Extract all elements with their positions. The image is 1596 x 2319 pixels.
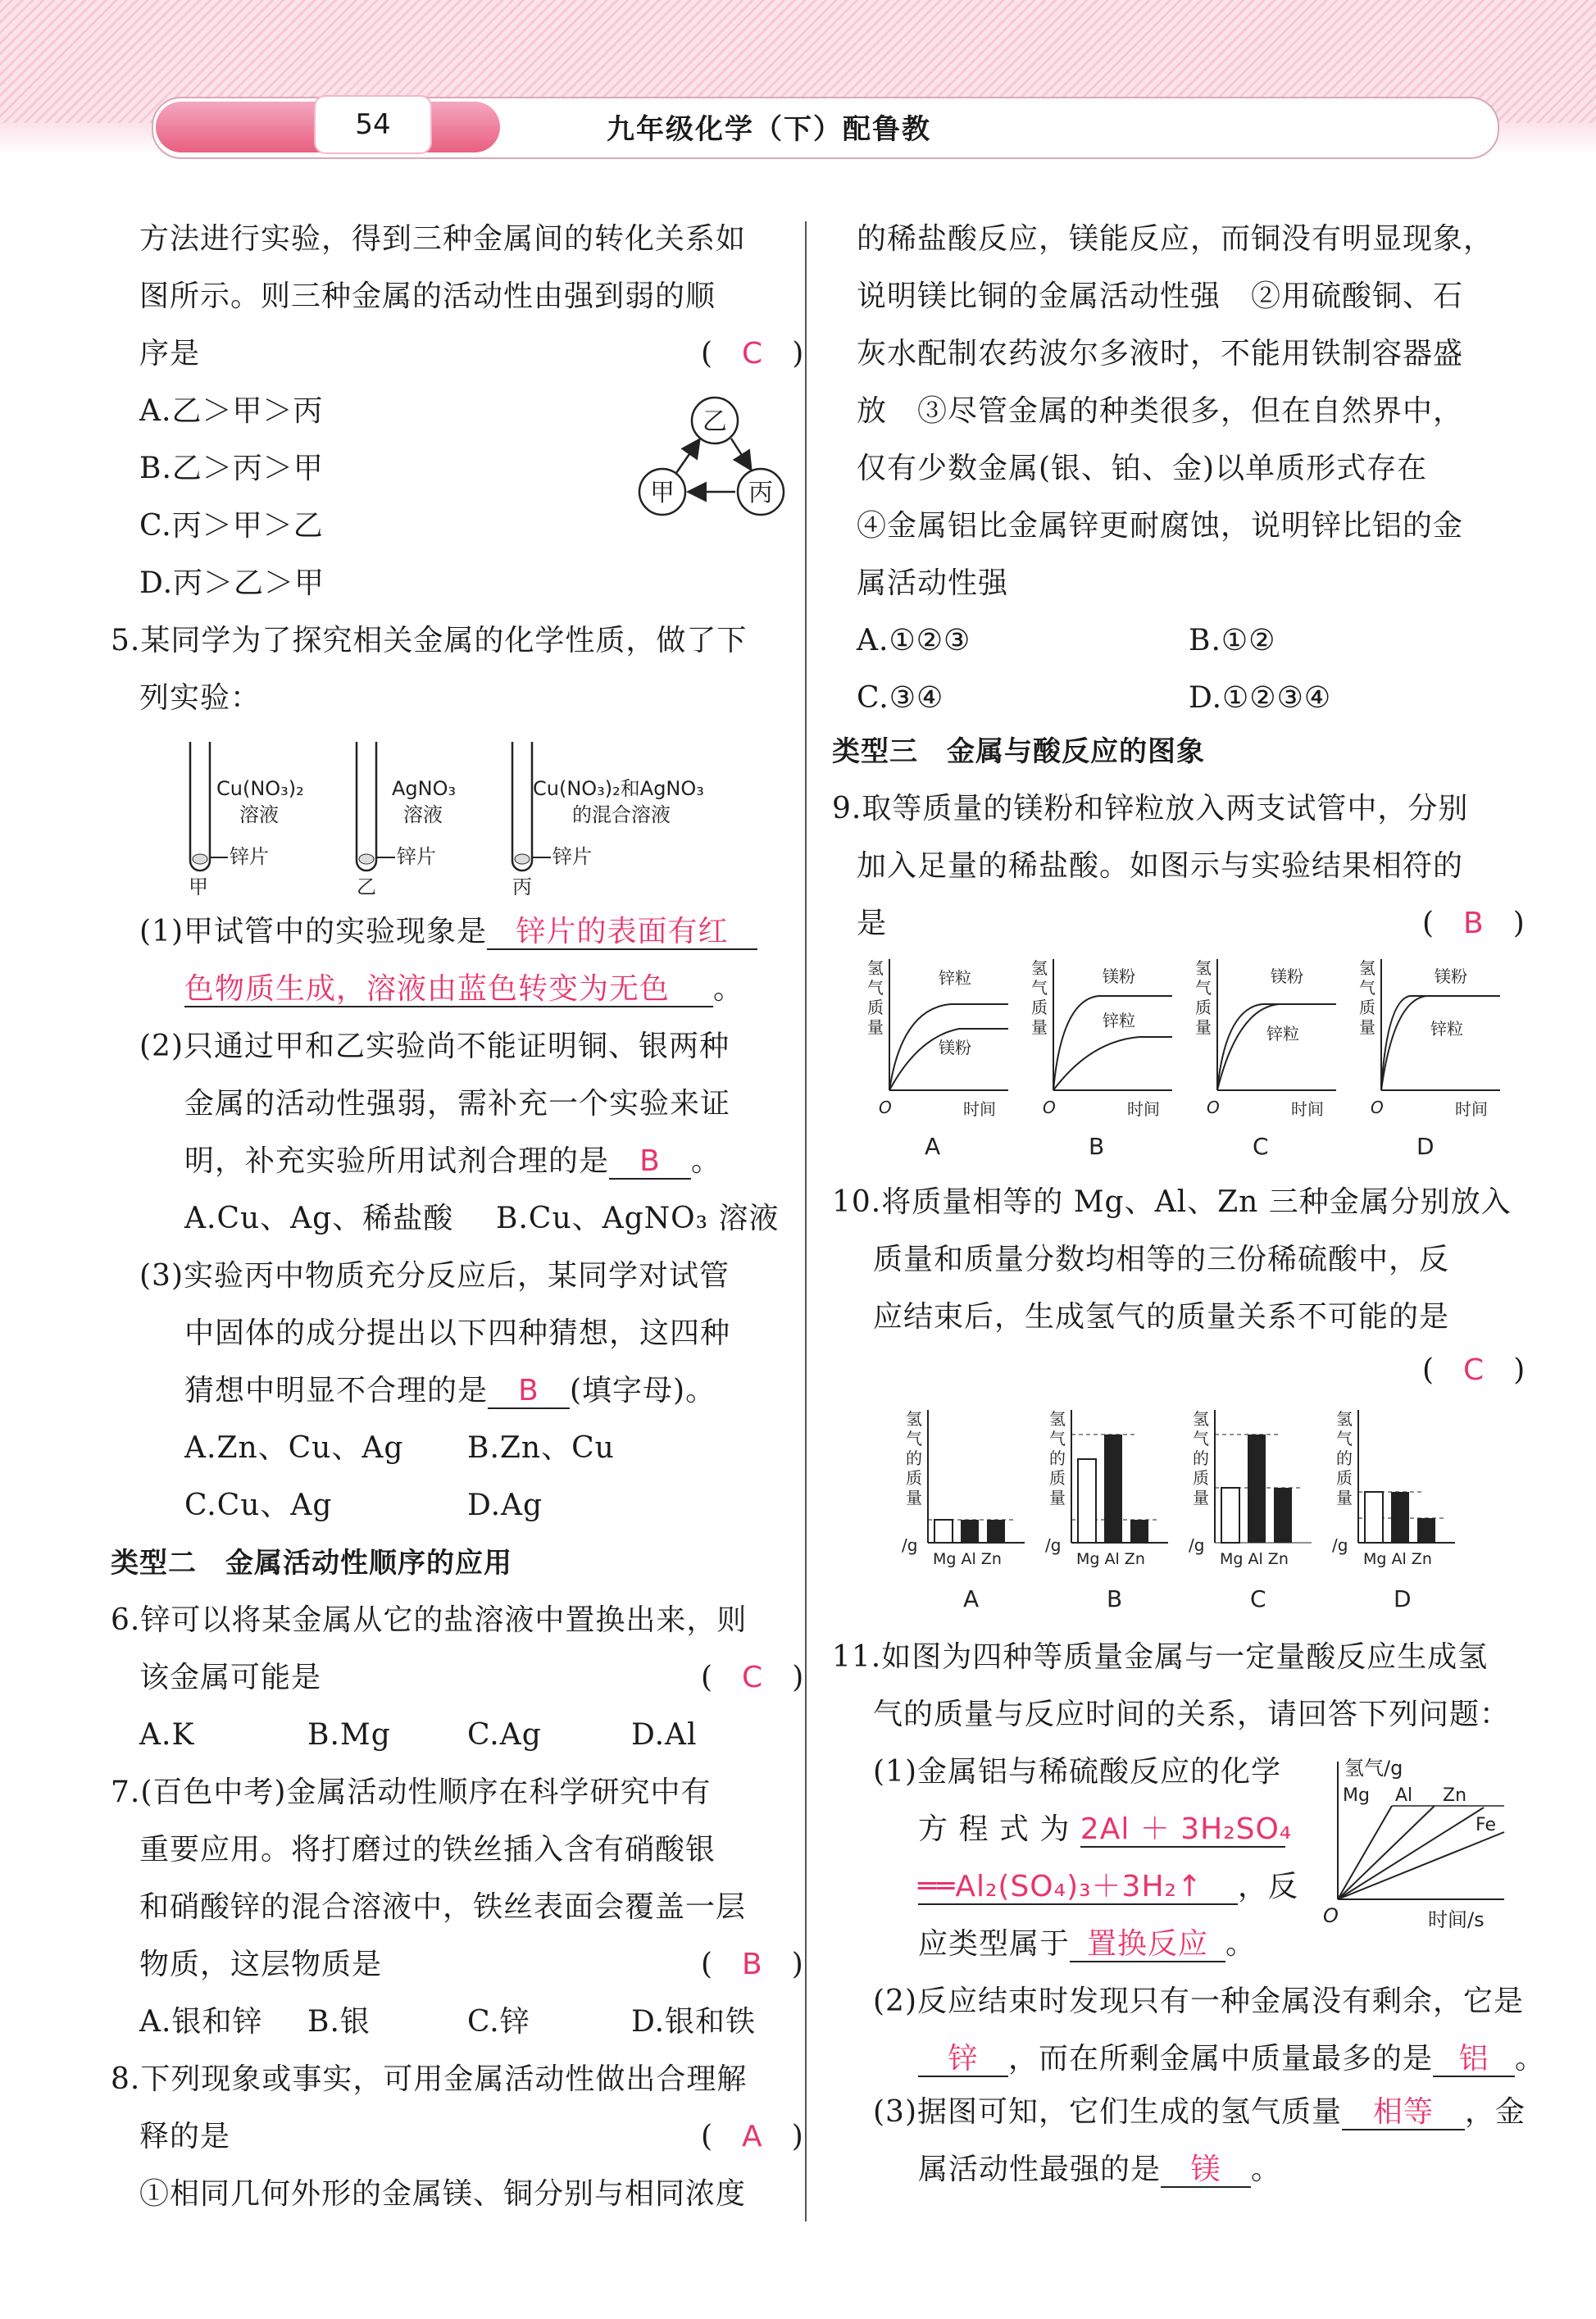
q4-option-c: C.丙＞甲＞乙 [139, 509, 324, 543]
svg-text:气: 气 [1195, 978, 1212, 998]
svg-text:C: C [1253, 1133, 1269, 1160]
q6-option-b: B.Mg [307, 1718, 391, 1752]
q5-2-option-a: A.Cu、Ag、稀盐酸 [184, 1202, 454, 1235]
q9-answer-box: ( B ) [1422, 907, 1525, 940]
q5-2-line1: (2)只通过甲和乙实验尚不能证明铜、银两种 [139, 1030, 730, 1063]
cycle-left: 甲 [650, 479, 675, 507]
q8-option-d: D.①②③④ [1189, 681, 1332, 715]
q9a-top-label: 锌粒 [939, 968, 971, 988]
q11-1-eq-a: 2Al ＋ 3H₂SO₄ [1080, 1812, 1293, 1846]
q10-graphs [902, 1410, 1492, 1623]
q11-3-line2: 属活动性最强的是 镁 。 [918, 2153, 1282, 2186]
tube3-sol2: 的混合溶液 [572, 803, 671, 826]
q8-answer: A [742, 2120, 762, 2153]
q5-3-line3: 猜想中明显不合理的是 B (填字母)。 [184, 1374, 716, 1407]
svg-text:量: 量 [867, 1017, 884, 1037]
svg-text:时间: 时间 [1291, 1099, 1324, 1119]
q8-cont-line5: 仅有少数金属(银、铂、金)以单质形式存在 [857, 452, 1428, 485]
svg-text:时间: 时间 [1127, 1099, 1160, 1119]
tube2-sol1: AgNO₃ [392, 777, 457, 800]
q5-3-option-d: D.Ag [467, 1489, 543, 1522]
q11-2-answer2: 铝 [1433, 2043, 1515, 2077]
svg-text:Mg Al Zn: Mg Al Zn [1363, 1550, 1432, 1568]
q8-cont-line1: 的稀盐酸反应，镁能反应，而铜没有明显现象， [857, 222, 1494, 256]
svg-text:氢: 氢 [1359, 959, 1375, 978]
svg-text:气: 气 [1336, 1429, 1353, 1448]
svg-text:量: 量 [1031, 1017, 1048, 1037]
tube3-sol1: Cu(NO₃)₂和AgNO₃ [533, 777, 704, 800]
q11-3-answer1: 相等 [1342, 2096, 1465, 2130]
svg-text:氢: 氢 [1195, 959, 1212, 978]
svg-text:时间/s: 时间/s [1428, 1908, 1485, 1931]
svg-text:/g: /g [1045, 1535, 1062, 1555]
svg-text:C: C [1250, 1585, 1266, 1612]
q6-answer: C [742, 1661, 763, 1694]
q11-1-line4: 应类型属于 置换反应 。 [918, 1927, 1257, 1961]
svg-text:D: D [1416, 1133, 1435, 1160]
q9-answer: B [1463, 907, 1484, 940]
q4-line1: 方法进行实验，得到三种金属间的转化关系如 [139, 222, 747, 256]
svg-text:量: 量 [1195, 1017, 1212, 1037]
q8-line3: ①相同几何外形的金属镁、铜分别与相同浓度 [139, 2177, 747, 2211]
column-divider [805, 221, 807, 2221]
q5-2-answer: B [609, 1145, 691, 1180]
q5-1-line2: 色物质生成，溶液由蓝色转变为无色 。 [184, 972, 744, 1006]
page-title: 九年级化学（下）配鲁教 [607, 113, 931, 146]
q5-2-line3: 明，补充实验所用试剂合理的是 B 。 [184, 1144, 722, 1178]
svg-text:Fe: Fe [1476, 1815, 1496, 1835]
svg-text:O: O [1323, 1904, 1339, 1927]
test-tubes-figure [180, 738, 771, 902]
svg-text:气: 气 [867, 978, 884, 998]
svg-text:量: 量 [1049, 1488, 1066, 1507]
q11-graph [1320, 1750, 1508, 1935]
q10-line1: 10.将质量相等的 Mg、Al、Zn 三种金属分别放入 [832, 1185, 1512, 1219]
q4-answer-box: ( C ) [701, 337, 804, 371]
q11-3-line1: (3)据图可知，它们生成的氢气质量 相等 ，金 [873, 2095, 1526, 2129]
svg-text:时间: 时间 [963, 1099, 996, 1119]
svg-text:A: A [925, 1133, 941, 1160]
svg-text:Mg: Mg [1343, 1785, 1370, 1806]
q4-option-b: B.乙＞丙＞甲 [139, 452, 324, 485]
q5-1-line1: (1)甲试管中的实验现象是 锌片的表面有红 [139, 914, 757, 950]
svg-text:Mg Al Zn: Mg Al Zn [1076, 1550, 1145, 1568]
tube2-name: 乙 [357, 875, 376, 898]
q6-option-a: A.K [139, 1718, 195, 1752]
svg-text:气: 气 [1031, 978, 1048, 998]
q9-line2: 加入足量的稀盐酸。如图示与实验结果相符的 [857, 849, 1464, 883]
q5-1-answer-a: 锌片的表面有红 [487, 916, 757, 950]
q9-graph-c [1195, 959, 1336, 1160]
svg-text:质: 质 [867, 998, 884, 1017]
svg-text:B: B [1107, 1585, 1123, 1612]
q5-2-line2: 金属的活动性强弱，需补充一个实验来证 [184, 1087, 731, 1121]
q11-1-line3: ══Al₂(SO₄)₃＋3H₂↑ ，反 [918, 1870, 1299, 1903]
tube1-sol2: 溶液 [239, 803, 279, 826]
q11-line2: 气的质量与反应时间的关系，请回答下列问题： [873, 1698, 1511, 1731]
tube1-piece: 锌片 [230, 845, 269, 868]
tube1-sol1: Cu(NO₃)₂ [216, 777, 304, 800]
q7-line1: 7.(百色中考)金属活动性顺序在科学研究中有 [111, 1776, 712, 1809]
q5-2-option-b: B.Cu、AgNO₃ 溶液 [496, 1202, 780, 1235]
q4-line3: 序是 [139, 337, 201, 371]
q9-graph-b [1031, 959, 1172, 1160]
q5-line1: 5.某同学为了探究相关金属的化学性质，做了下 [111, 624, 748, 657]
svg-text:/g: /g [1332, 1535, 1348, 1555]
svg-text:的: 的 [1336, 1448, 1353, 1468]
svg-text:氢: 氢 [1049, 1410, 1066, 1429]
q4-option-d: D.丙＞乙＞甲 [139, 566, 325, 600]
svg-text:气: 气 [1049, 1429, 1066, 1448]
svg-text:Mg Al Zn: Mg Al Zn [933, 1550, 1002, 1568]
q8-option-c: C.③④ [857, 681, 944, 715]
q8-line1: 8.下列现象或事实，可用金属活动性做出合理解 [111, 2062, 748, 2096]
q7-answer: B [742, 1948, 762, 1981]
q8-option-a: A.①②③ [857, 624, 971, 657]
q10-line3: 应结束后，生成氢气的质量关系不可能的是 [873, 1300, 1450, 1334]
q9-graphs [853, 959, 1508, 1164]
q8-cont-line3: 灰水配制农药波尔多液时，不能用铁制容器盛 [857, 337, 1464, 371]
svg-text:Zn: Zn [1443, 1785, 1467, 1806]
q5-3-answer: B [488, 1375, 570, 1409]
q9-line1: 9.取等质量的镁粉和锌粒放入两支试管中，分别 [832, 792, 1469, 825]
q6-line1: 6.锌可以将某金属从它的盐溶液中置换出来，则 [111, 1603, 748, 1637]
svg-text:时间: 时间 [1455, 1099, 1488, 1119]
cycle-right: 丙 [748, 479, 773, 507]
tube3-name: 丙 [512, 875, 532, 898]
svg-text:O: O [1371, 1098, 1384, 1117]
svg-text:量: 量 [1359, 1017, 1375, 1037]
q8-cont-line7: 属活动性强 [857, 566, 1009, 600]
svg-text:量: 量 [906, 1488, 922, 1507]
q7-line3: 和硝酸锌的混合溶液中，铁丝表面会覆盖一层 [139, 1890, 747, 1924]
svg-text:质: 质 [1336, 1468, 1353, 1488]
q5-3-line1: (3)实验丙中物质充分反应后，某同学对试管 [139, 1259, 730, 1293]
q6-option-c: C.Ag [467, 1718, 542, 1752]
q5-3-option-c: C.Cu、Ag [184, 1489, 333, 1522]
q7-option-c: C.锌 [467, 2005, 530, 2039]
q10-graph-d [1332, 1410, 1455, 1612]
svg-text:量: 量 [1336, 1488, 1353, 1507]
q7-line4: 物质，这层物质是 [139, 1948, 383, 1981]
svg-text:Mg Al Zn: Mg Al Zn [1220, 1550, 1289, 1568]
svg-text:的: 的 [1049, 1448, 1066, 1468]
q9-line3: 是 [857, 907, 888, 940]
q11-2-answer1: 锌 [918, 2043, 1008, 2077]
q7-line2: 重要应用。将打磨过的铁丝插入含有硝酸银 [139, 1833, 716, 1867]
q9-graph-d [1359, 959, 1500, 1160]
svg-text:质: 质 [1049, 1468, 1066, 1488]
cycle-diagram [631, 389, 795, 533]
section-type3: 类型三 金属与酸反应的图象 [832, 735, 1205, 768]
svg-text:锌粒: 锌粒 [1430, 1019, 1463, 1039]
svg-text:质: 质 [1359, 998, 1375, 1017]
svg-text:O: O [1207, 1098, 1220, 1117]
q11-ylabel: 氢气/g [1344, 1757, 1403, 1780]
page-number: 54 [316, 97, 430, 152]
q11-1-line1: (1)金属铝与稀硫酸反应的化学 [873, 1755, 1281, 1789]
svg-text:氢: 氢 [1336, 1410, 1353, 1429]
svg-text:锌粒: 锌粒 [1266, 1024, 1299, 1044]
q10-answer: C [1463, 1353, 1485, 1387]
svg-text:B: B [1089, 1133, 1105, 1160]
q9a-bottom-label: 镁粉 [939, 1038, 971, 1057]
q4-line2: 图所示。则三种金属的活动性由强到弱的顺 [139, 280, 716, 313]
q5-3-option-a: A.Zn、Cu、Ag [184, 1431, 404, 1465]
q9-graph-a [867, 959, 1008, 1160]
q11-1-type: 置换反应 [1070, 1928, 1225, 1962]
q10-answer-box: ( C ) [1422, 1353, 1526, 1387]
svg-text:氢: 氢 [1193, 1410, 1209, 1429]
svg-text:氢: 氢 [1031, 959, 1048, 978]
svg-text:锌粒: 锌粒 [1103, 1011, 1135, 1030]
svg-text:镁粉: 镁粉 [1103, 966, 1135, 986]
svg-text:质: 质 [1031, 998, 1048, 1017]
svg-text:Al: Al [1395, 1785, 1413, 1806]
q10-graph-b [1045, 1410, 1168, 1612]
q11-line1: 11.如图为四种等质量金属与一定量酸反应生成氢 [832, 1640, 1489, 1674]
q5-3-line2: 中固体的成分提出以下四种猜想，这四种 [184, 1316, 731, 1350]
tube2-piece: 锌片 [397, 845, 436, 868]
svg-text:氢: 氢 [906, 1410, 922, 1429]
q10-line2: 质量和质量分数均相等的三份稀硫酸中，反 [873, 1243, 1450, 1276]
q8-cont-line6: ④金属铝比金属锌更耐腐蚀，说明锌比铝的金 [857, 509, 1464, 543]
q11-2-line1: (2)反应结束时发现只有一种金属没有剩余，它是 [873, 1985, 1524, 2018]
svg-text:镁粉: 镁粉 [1435, 966, 1467, 986]
q11-1-eq-b: ══Al₂(SO₄)₃＋3H₂↑ [918, 1871, 1238, 1905]
tube3-piece: 锌片 [552, 845, 592, 868]
q11-3-answer2: 镁 [1161, 2153, 1251, 2188]
q4-option-a: A.乙＞甲＞丙 [139, 394, 324, 428]
q10-graph-c [1189, 1410, 1312, 1612]
svg-text:质: 质 [1195, 998, 1212, 1017]
q7-answer-box: ( B ) [701, 1948, 803, 1981]
q8-line2: 释的是 [139, 2120, 231, 2153]
q6-option-d: D.Al [631, 1718, 698, 1752]
q6-answer-box: ( C ) [701, 1661, 804, 1694]
q7-option-b: B.银 [307, 2005, 371, 2039]
svg-text:量: 量 [1193, 1488, 1209, 1507]
svg-text:的: 的 [1193, 1448, 1209, 1468]
svg-text:氢: 氢 [867, 959, 884, 978]
q4-answer: C [742, 337, 763, 371]
q7-option-d: D.银和铁 [631, 2005, 757, 2039]
cycle-top: 乙 [703, 407, 727, 436]
q8-option-b: B.①② [1189, 624, 1276, 657]
q11-1-line2: 方 程 式 为 2Al ＋ 3H₂SO₄ [918, 1812, 1293, 1846]
q5-line2: 列实验： [139, 681, 261, 715]
q8-cont-line4: 放 ③尽管金属的种类很多，但在自然界中， [857, 394, 1464, 428]
svg-text:气: 气 [1193, 1429, 1209, 1448]
svg-text:气: 气 [906, 1429, 922, 1448]
svg-text:O: O [1043, 1098, 1056, 1117]
q7-option-a: A.银和锌 [139, 2005, 263, 2039]
svg-text:镁粉: 镁粉 [1271, 966, 1303, 986]
q8-answer-box: ( A ) [701, 2120, 803, 2153]
section-type2: 类型二 金属活动性顺序的应用 [111, 1547, 512, 1580]
svg-text:/g: /g [1189, 1535, 1205, 1555]
q6-line2: 该金属可能是 [139, 1661, 322, 1694]
svg-text:质: 质 [906, 1468, 922, 1488]
q11-2-line2: 锌 ，而在所剩金属中质量最多的是 铝 。 [918, 2041, 1545, 2077]
svg-text:O: O [879, 1098, 892, 1117]
svg-text:气: 气 [1359, 978, 1375, 998]
q8-cont-line2: 说明镁比铜的金属活动性强 ②用硫酸铜、石 [857, 280, 1464, 313]
svg-text:/g: /g [902, 1535, 918, 1555]
q5-1-answer-b: 色物质生成，溶液由蓝色转变为无色 [184, 973, 713, 1007]
q5-3-option-b: B.Zn、Cu [467, 1431, 615, 1465]
svg-text:的: 的 [906, 1448, 922, 1468]
tube1-name: 甲 [189, 875, 208, 898]
tube2-sol2: 溶液 [403, 803, 443, 826]
svg-text:D: D [1394, 1585, 1412, 1612]
svg-text:A: A [963, 1585, 980, 1612]
svg-text:质: 质 [1193, 1468, 1209, 1488]
q10-graph-a [902, 1410, 1025, 1612]
